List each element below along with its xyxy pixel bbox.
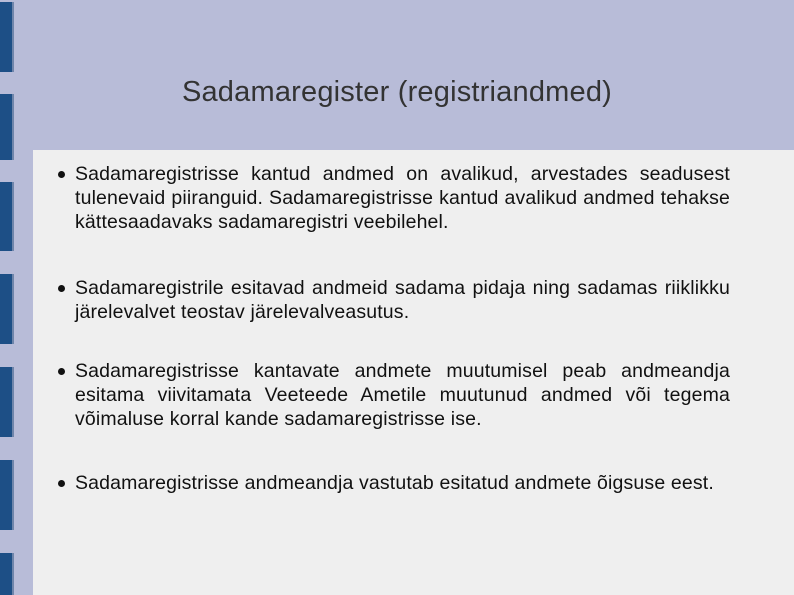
- bullet-text: Sadamaregistrisse kantud andmed on avalikud, arvestades seadusest tulenevaid piiranguid. Sadamaregistrisse kantud avalikud andmed tehakse kättesaadavaks sadamaregistri veebilehel.: [75, 163, 730, 233]
- content-panel: [33, 150, 794, 595]
- list-item: [75, 359, 730, 431]
- list-item: [75, 162, 730, 234]
- bullet-text: Sadamaregistrisse kantavate andmete muutumisel peab andmeandja esitama viivitamata Veeteede Ametile muutunud andmed või tegema võimaluse korral kande sadamaregistrisse ise.: [75, 360, 730, 430]
- list-item: [75, 471, 730, 495]
- bullet-icon: [58, 285, 65, 292]
- left-bar-segment: [0, 553, 14, 595]
- list-item: [75, 276, 730, 324]
- bullet-icon: [58, 368, 65, 375]
- left-bar-segment: [0, 274, 14, 344]
- bullet-list: [33, 162, 794, 537]
- left-bar-segment: [0, 367, 14, 437]
- bullet-text: Sadamaregistrisse andmeandja vastutab esitatud andmete õigsuse eest.: [75, 472, 714, 494]
- left-bar-segment: [0, 182, 14, 251]
- bullet-text: Sadamaregistrile esitavad andmeid sadama pidaja ning sadamas riiklikku järelevalvet teostav järelevalveasutus.: [75, 277, 730, 323]
- left-bar-segment: [0, 460, 14, 530]
- bullet-icon: [58, 480, 65, 487]
- left-bar-segment: [0, 2, 14, 72]
- bullet-icon: [58, 171, 65, 178]
- page-title: Sadamaregister (registriandmed): [181, 76, 613, 108]
